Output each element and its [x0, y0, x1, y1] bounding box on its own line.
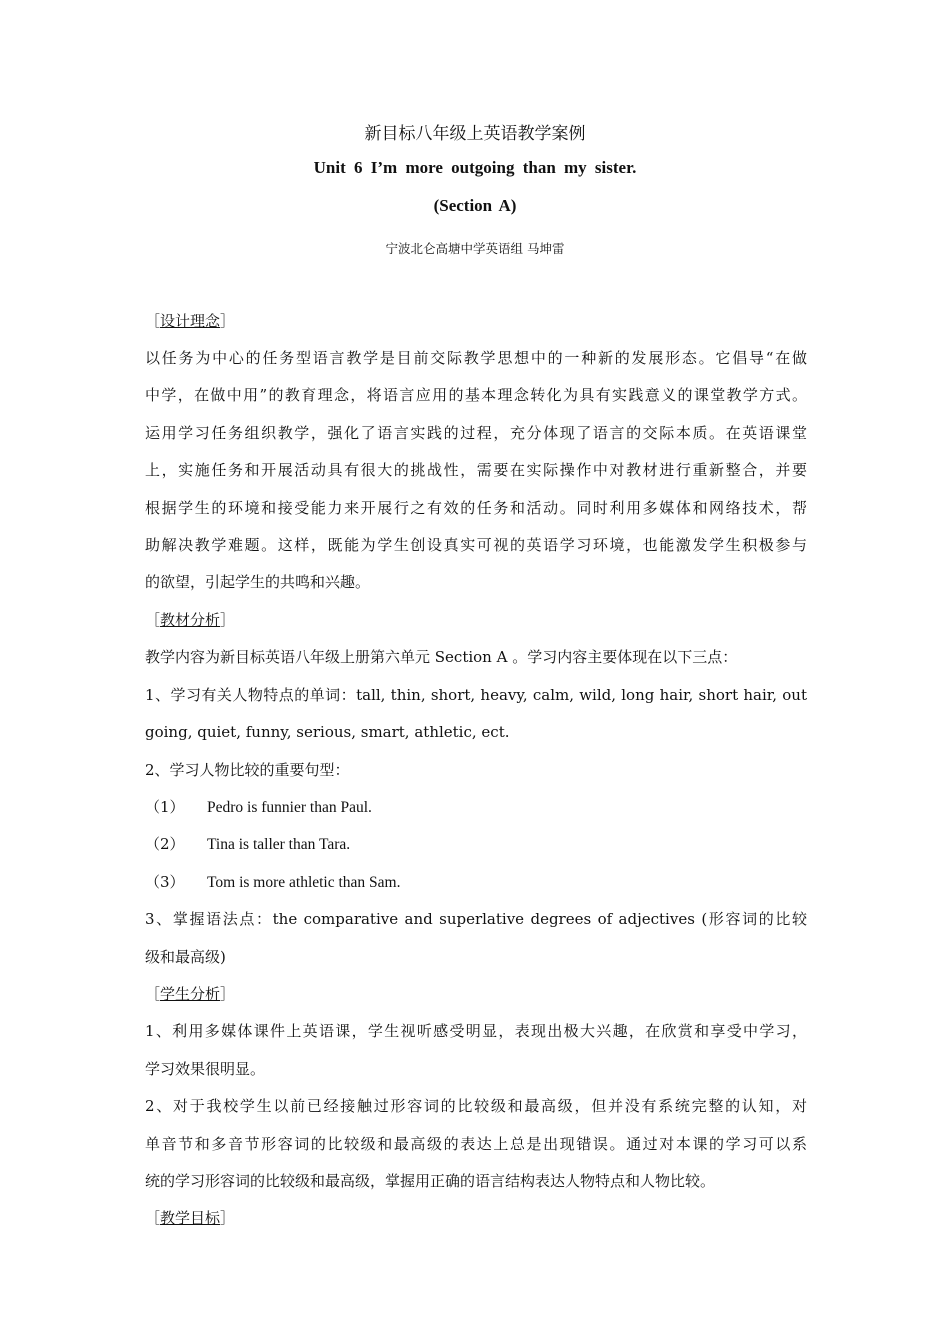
students-line: 学习效果很明显。: [145, 1060, 266, 1078]
sentence-number: （1）: [145, 798, 185, 816]
students-line: 1、利用多媒体课件上英语课，学生视听感受明显，表现出极大兴趣，在欣赏和享受中学习，: [145, 1022, 807, 1040]
sentence-text: Pedro is funnier than Paul.: [207, 799, 372, 816]
unit-title: Unit 6 I’m more outgoing than my sister.: [313, 158, 637, 177]
design-line: 以任务为中心的任务型语言教学是目前交际教学思想中的一种新的发展形态。它倡导“在做: [145, 349, 807, 367]
design-line: 上，实施任务和开展活动具有很大的挑战性，需要在实际操作中对教材进行重新整合，并要: [145, 461, 807, 479]
sentence-text: Tom is more athletic than Sam.: [207, 874, 401, 891]
sentence-item: [145, 834, 807, 854]
document-title: 新目标八年级上英语教学案例: [364, 124, 586, 144]
students-line: 单音节和多音节形容词的比较级和最高级的表达上总是出现错误。通过对本课的学习可以系: [145, 1135, 807, 1153]
design-line: 助解决教学难题。这样，既能为学生创设真实可视的英语学习环境，也能激发学生积极参与: [145, 536, 807, 554]
author-line: 宁波北仑高塘中学英语组 马坤雷: [385, 241, 565, 256]
material-point2: 2、学习人物比较的重要句型：: [145, 761, 350, 779]
heading-goals-label: 教学目标: [160, 1209, 221, 1227]
material-point3-cont: 级和最高级): [145, 948, 226, 966]
sentence-number: （2）: [145, 835, 185, 853]
material-intro: 教学内容为新目标英语八年级上册第六单元 Section A 。学习内容主要体现在以下三点：: [145, 648, 738, 666]
sentence-item: [145, 797, 807, 817]
design-line: 运用学习任务组织教学，强化了语言实践的过程，充分体现了语言的交际本质。在英语课堂: [145, 424, 807, 442]
heading-goals: ［教学目标］: [145, 1209, 236, 1227]
section-title: (Section A): [433, 196, 517, 215]
design-line: 的欲望，引起学生的共鸣和兴趣。: [145, 573, 371, 591]
heading-students-label: 学生分析: [160, 985, 221, 1003]
heading-design-label: 设计理念: [160, 312, 221, 330]
heading-material: ［教材分析］: [145, 611, 236, 629]
students-line: 统的学习形容词的比较级和最高级，掌握用正确的语言结构表达人物特点和人物比较。: [145, 1172, 716, 1190]
students-line: 2、对于我校学生以前已经接触过形容词的比较级和最高级，但并没有系统完整的认知，对: [145, 1097, 807, 1115]
heading-material-label: 教材分析: [160, 611, 221, 629]
sentence-number: （3）: [145, 873, 185, 891]
sentence-item: [145, 872, 807, 892]
sentence-text: Tina is taller than Tara.: [207, 836, 351, 853]
design-line: 根据学生的环境和接受能力来开展行之有效的任务和活动。同时利用多媒体和网络技术，帮: [145, 499, 807, 517]
material-point1-cont: going, quiet, funny, serious, smart, athletic, ect.: [145, 723, 510, 741]
material-point1: 1、学习有关人物特点的单词：tall, thin, short, heavy, calm, wild, long hair, short hair, out: [145, 686, 807, 704]
heading-students: ［学生分析］: [145, 985, 236, 1003]
material-point3: 3、掌握语法点：the comparative and superlative degrees of adjectives (形容词的比较: [145, 910, 807, 928]
heading-design: ［设计理念］: [145, 312, 236, 330]
design-line: 中学，在做中用”的教育理念，将语言应用的基本理念转化为具有实践意义的课堂教学方式。: [145, 386, 807, 404]
